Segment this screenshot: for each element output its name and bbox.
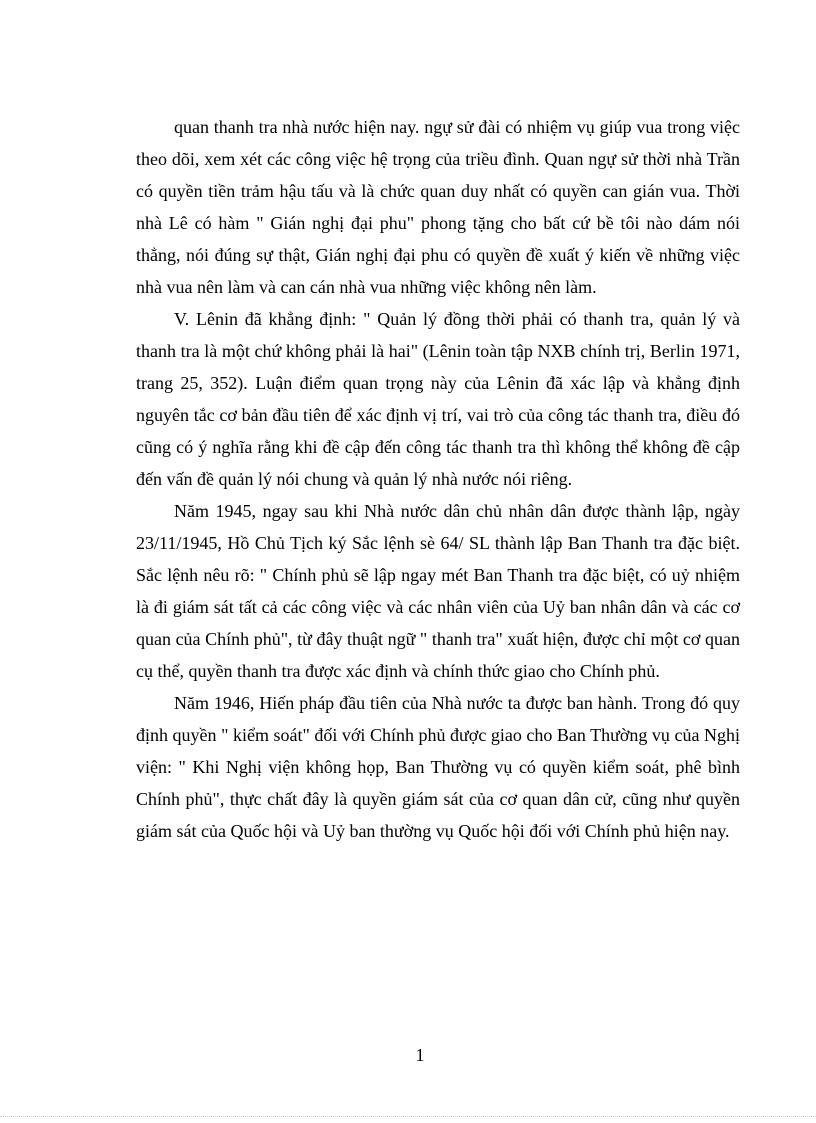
paragraph-1: quan thanh tra nhà nước hiện nay. ngự sử đài có nhiệm vụ giúp vua trong việc theo dõi, xem xét các công việc hệ trọng của triều đình. Quan ngự sử thời nhà Trần có quyền tiền trảm hậu tấu và là chức quan duy nhất có quyền can gián vua. Thời nhà Lê có hàm " Gián nghị đại phu" phong tặng cho bất cứ bề tôi nào dám nói thẳng, nói đúng sự thật, Gián nghị đại phu có quyền đề xuất ý kiến về những việc nhà vua nên làm và can cán nhà vua những việc không nên làm.: [136, 117, 740, 297]
document-body: [136, 111, 740, 847]
paragraph-4: Năm 1946, Hiến pháp đầu tiên của Nhà nước ta được ban hành. Trong đó quy định quyền " kiểm soát" đối với Chính phủ được giao cho Ban Thường vụ của Nghị viện: " Khi Nghị viện không họp, Ban Thường vụ có quyền kiểm soát, phê bình Chính phủ", thực chất đây là quyền giám sát của cơ quan dân cử, cũng như quyền giám sát của Quốc hội và Uỷ ban thường vụ Quốc hội đối với Chính phủ hiện nay.: [136, 693, 740, 841]
page-number: 1: [415, 1045, 425, 1065]
page-bottom-divider: [0, 1116, 816, 1117]
paragraph-3: Năm 1945, ngay sau khi Nhà nước dân chủ nhân dân được thành lập, ngày 23/11/1945, Hồ Chủ Tịch ký Sắc lệnh sè 64/ SL thành lập Ban Thanh tra đặc biệt. Sắc lệnh nêu rõ: " Chính phủ sẽ lập ngay mét Ban Thanh tra đặc biệt, có uỷ nhiệm là đi giám sát tất cả các công việc và các nhân viên của Uỷ ban nhân dân và các cơ quan của Chính phủ", từ đây thuật ngữ " thanh tra" xuất hiện, được chỉ một cơ quan cụ thể, quyền thanh tra được xác định và chính thức giao cho Chính phủ.: [136, 501, 740, 681]
paragraph-2: V. Lênin đã khẳng định: " Quản lý đồng thời phải có thanh tra, quản lý và thanh tra là một chứ không phải là hai" (Lênin toàn tập NXB chính trị, Berlin 1971, trang 25, 352). Luận điểm quan trọng này của Lênin đã xác lập và khẳng định nguyên tắc cơ bản đầu tiên để xác định vị trí, vai trò của công tác thanh tra, điều đó cũng có ý nghĩa rằng khi đề cập đến công tác thanh tra thì không thể không đề cập đến vấn đề quản lý nói chung và quản lý nhà nước nói riêng.: [136, 309, 740, 489]
